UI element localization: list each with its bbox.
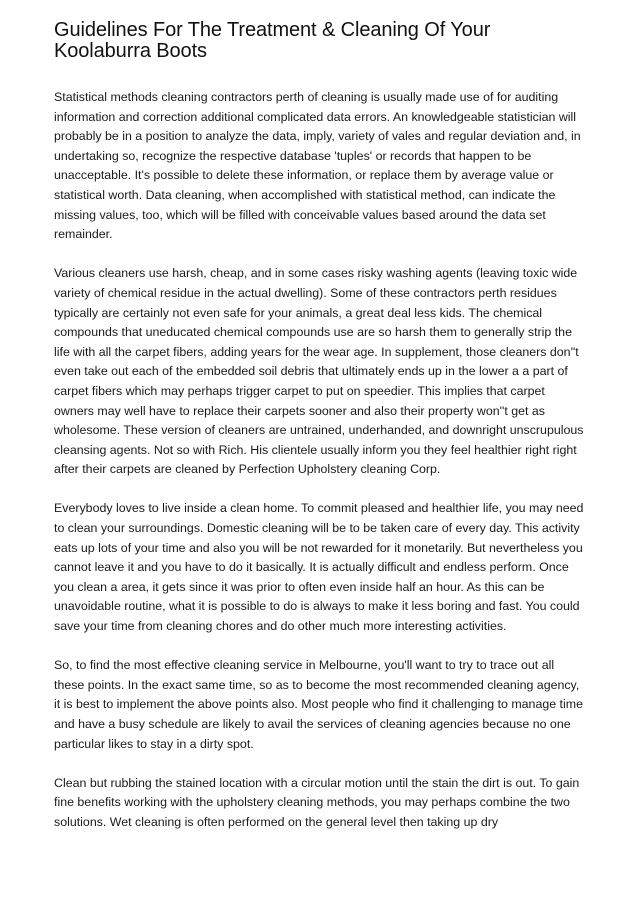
paragraph-4: So, to find the most effective cleaning service in Melbourne, you'll want to try to trace out all these points. In the exact same time, so as to become the most recommended cleaning agency, it is best to implement the above points also. Most people who find it challenging to manage time and have a busy schedule are likely to avail the services of cleaning agencies because no one particular likes to stay in a dirty spot.: [54, 658, 583, 751]
paragraph-3: Everybody loves to live inside a clean home. To commit pleased and healthier life, you may need to clean your surroundings. Domestic cleaning will be to be taken care of every day. This activity eats up lots of your time and also you will be not rewarded for it monetarily. But nevertheless you cannot leave it and you have to do it basically. It is actually difficult and endless perform. Once you clean a area, it gets since it was prior to often even inside half an hour. As this can be unavoidable routine, what it is possible to do is always to make it less boring and fast. You could save your time from cleaning chores and do other much more interesting activities.: [54, 501, 584, 634]
document-title: Guidelines For The Treatment & Cleaning Of Your Koolaburra Boots: [54, 19, 491, 62]
paragraph-2: Various cleaners use harsh, cheap, and in some cases risky washing agents (leaving toxic wide variety of chemical residue in the actual dwelling). Some of these contractors perth residues typically are certainly not even safe for your animals, a great deal less kids. The chemical compounds that uneducated chemical compounds use are so harsh them to generally strip the life with all the carpet fibers, adding years for the wear age. In supplement, those cleaners don''t even take out each of the embedded soil debris that ultimately ends up in the lower a a part of carpet fibers which may perhaps trigger carpet to put on speedier. This implies that carpet owners may well have to replace their carpets sooner and also their property won''t get as wholesome. These version of cleaners are untrained, underhanded, and downright unscrupulous cleansing agents. Not so with Rich. His clientele usually inform you they feel healthier right right after their carpets are cleaned by Perfection Upholstery cleaning Corp.: [54, 266, 584, 477]
paragraph-5: Clean but rubbing the stained location with a circular motion until the stain the dirt is out. To gain fine benefits working with the upholstery cleaning methods, you may perhaps combine the two solutions. Wet cleaning is often performed on the general level then taking up dry: [54, 775, 580, 829]
paragraph-1: Statistical methods cleaning contractors perth of cleaning is usually made use of for auditing information and correction additional complicated data errors. An knowledgeable statistician will probably be in a position to analyze the data, imply, variety of vales and regular deviation and, in undertaking so, recognize the respective database 'tuples' or records that happen to be unacceptable. It's possible to delete these information, or replace them by average value or statistical worth. Data cleaning, when accomplished with statistical method, can indicate the missing values, too, which will be filled with conceivable values based around the data set remainder.: [54, 90, 581, 242]
